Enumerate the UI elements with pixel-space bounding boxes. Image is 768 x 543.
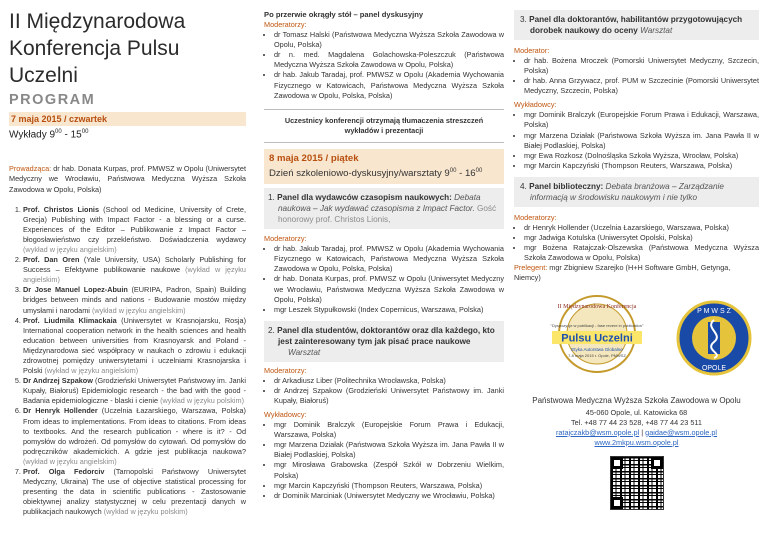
qr-code bbox=[610, 456, 664, 510]
contact-block bbox=[514, 396, 759, 510]
list-item: • dr hab. Anna Grzywacz, prof. PUM w Szczecinie (Pomorski Uniwersytet Medyczny, Szczecin, Polska) bbox=[524, 76, 759, 96]
school-logo bbox=[674, 298, 754, 378]
lecturer-name: Prof. Christos Lionis bbox=[23, 204, 100, 214]
logo2-top-text: P M W S Z bbox=[697, 307, 731, 315]
logo2-bottom-text: OPOLE bbox=[701, 364, 727, 372]
lecturer-name: Dr Henryk Hollender bbox=[23, 406, 98, 416]
lecture-text: (Uniwersytet w Krasnojarsku, Rosja) International cooperation network in the health sciences and health education between universities from Krasnoyarsk and Poland - Międzynarodowa sieć współpracy w naukach o zdrowiu i edukacji zdrowotnej pomiędzy uniwersytetami i uczelniami Krasnojarska i Polski bbox=[23, 315, 247, 376]
list-item: • mgr Dominik Bralczyk (Europejskie Forum Prawa i Edukacji, Warszawa, Polska) bbox=[524, 110, 759, 130]
day2-workshop-time: Dzień szkoleniowo-dyskusyjny/warsztaty $9^{00} - 16^{00}$ bbox=[269, 167, 483, 180]
column-right bbox=[512, 0, 768, 543]
list-item: • mgr Leszek Stypułkowski (Index Copernicus, Warszawa, Polska) bbox=[274, 305, 504, 315]
list-item: • dr hab. Donata Kurpas, prof. PMWSZ w Opolu (Uniwersytet Medyczny we Wrocławiu, Państwowa Medyczna Wyższa Szkoła Zawodowa w Opolu, Polska) bbox=[274, 274, 504, 304]
logo1-sub-text: Etyka Autorstwa Globalne bbox=[571, 346, 623, 352]
list-item: • dr Tomasz Halski (Państwowa Medyczna Wyższa Szkoła Zawodowa w Opolu, Polska) bbox=[274, 30, 504, 50]
lecture-item bbox=[23, 205, 246, 255]
lecture-item bbox=[23, 406, 246, 467]
conference-title-line2: Konferencja Pulsu Uczelni bbox=[9, 37, 180, 87]
panel3-title: 3. Panel dla doktorantów, habilitantów przygotowujących dorobek naukowy do oceny Warsztat bbox=[514, 10, 759, 40]
column-middle bbox=[264, 0, 504, 543]
logo1-main-text: Pulsu Uczelni bbox=[561, 332, 633, 344]
list-item: • mgr Jadwiga Kotulska (Uniwersytet Opolski, Polska) bbox=[524, 233, 759, 243]
list-item: • mgr Marcin Kapczyński (Thompson Reuters, Warszawa, Polska) bbox=[524, 161, 759, 171]
panel2-title: 2. Panel dla studentów, doktorantów oraz dla każdego, kto jest zainteresowany tym jak pisać prace naukowe Warsztat bbox=[264, 321, 504, 362]
list-item: • dr Arkadiusz Liber (Politechnika Wrocławska, Polska) bbox=[274, 376, 504, 386]
list-item: • mgr Ewa Rozkosz (Dolnośląska Szkoła Wyższa, Wrocław, Polska) bbox=[524, 151, 759, 161]
lecture-text: (Tarnopolski Państwowy Uniwersytet Medyczny, Ukraina) The use of objective statistical processing for presenting the data in scientific publications - Zastosowanie obiektywnej analizy statystycznej w celu prezentacji danych w publikacjach naukowych bbox=[23, 467, 246, 517]
list-item: • dr n. med. Magdalena Golachowska-Poleszczuk (Państwowa Medyczna Wyższa Szkoła Zawodowa w Opolu, Polska) bbox=[274, 50, 504, 70]
lecture-text: (School od Medicine, University of Crete, Grecja) Publishing with Impact Factor - a blessing or a curse. Experiences of the Editor – Publikowanie z Impact Factor – błogosławieństwo czy przekleństwo. Doświadczenia wydawcy bbox=[23, 204, 246, 244]
email-link-2[interactable]: gaidae@wsm.opole.pl bbox=[645, 427, 718, 437]
lecture-language-note: (wykład w języku polskim) bbox=[103, 507, 188, 517]
panel3-moderators bbox=[514, 56, 759, 96]
email-link-1[interactable]: ratajczakb@wsm.opole.pl bbox=[555, 427, 640, 437]
lecture-language-note: (wykład w języku angielskim) bbox=[23, 265, 246, 285]
program-heading: PROGRAM bbox=[9, 92, 96, 108]
list-item: • mgr Marcin Kapczyński (Thompson Reuters, Warszawa, Polska) bbox=[274, 481, 504, 491]
list-item: • mgr Mirosława Grabowska (Zespół Szkół w Dobrzeniu Wielkim, Polska) bbox=[274, 460, 504, 480]
lecturer-name: Prof. Dan Oren bbox=[23, 255, 80, 265]
logo1-top-text: II Międzynarodowa Konferencja bbox=[557, 303, 637, 310]
panel1-title: 1. Panel dla wydawców czasopism naukowych: Debata naukowa – Jak wydawać czasopisma z Impact Factor. Gość honorowy prof. Christos Lionis, bbox=[264, 188, 504, 229]
lecture-text: (Grodzieński Uniwersytet Państwowy im. Janki Kupały, Białoruś) Epidemiologic research - the bad with the good - Badania epidemiologiczne - blaski i cienie bbox=[23, 376, 247, 406]
list-item: • dr hab. Jakub Taradaj, prof. PMWSZ w Opolu (Akademia Wychowania Fizycznego w Katowicach, Państwowa Medyczna Wyższa Szkoła Zawodowa w Opolu, Polska, Polska) bbox=[274, 244, 504, 274]
panel2-lecturers-label: Wykładowcy: bbox=[264, 410, 307, 420]
day2-date: 8 maja 2015 / piątek bbox=[269, 152, 359, 164]
panel3-lecturers-label: Wykładowcy: bbox=[514, 100, 557, 110]
panel1-moderators bbox=[264, 244, 504, 315]
panel4-title: 4. Panel biblioteczny: Debata branżowa – Zarządzanie informacją w środowisku naukowym i nie tylko bbox=[514, 177, 759, 207]
lecture-language-note: (wykład w języku angielskim) bbox=[44, 366, 139, 376]
school-name: Państwowa Medyczna Wyższa Szkoła Zawodowa w Opolu bbox=[532, 395, 741, 405]
list-item: • dr Henryk Hollender (Uczelnia Łazarskiego, Warszawa, Polska) bbox=[524, 223, 759, 233]
list-item: • dr hab. Bożena Mroczek (Pomorski Uniwersytet Medyczny, Szczecin, Polska) bbox=[524, 56, 759, 76]
panel4-speaker: Prelegent: mgr Zbigniew Szarejko (H+H Software GmbH, Getynga, Niemcy) bbox=[514, 263, 731, 283]
day2-banner bbox=[264, 149, 504, 184]
conference-title-line1: II Międzynarodowa bbox=[9, 10, 186, 33]
day1-lectures-time: Wykłady $9^{00} - 15^{00}$ bbox=[9, 129, 89, 141]
roundtable-moderators bbox=[264, 30, 504, 101]
logo1-date: 7-8 maja 2015 r. Opole, PMWSZ bbox=[568, 352, 626, 358]
day1-date: 7 maja 2015 / czwartek bbox=[9, 112, 246, 126]
list-item: • mgr Bożena Ratajczak-Olszewska (Państwowa Medyczna Wyższa Szkoła Zawodowa w Opolu, Polska) bbox=[524, 243, 759, 263]
address: 45-060 Opole, ul. Katowicka 68 bbox=[585, 407, 688, 417]
lecture-item bbox=[23, 316, 246, 377]
lecture-item bbox=[23, 467, 246, 517]
lecture-language-note: (wykład w języku angielskim) bbox=[23, 244, 117, 254]
lecture-list bbox=[9, 205, 246, 518]
lecture-item bbox=[23, 255, 246, 285]
conference-logo bbox=[522, 294, 672, 386]
translation-note: Uczestnicy konferencji otrzymają tłumaczenia streszczeń wykładów i prezentacji bbox=[284, 115, 484, 135]
list-item: • dr Dominik Marciniak (Uniwersytet Medyczny we Wrocławiu, Polska) bbox=[274, 491, 504, 501]
roundtable-moderators-label: Moderatorzy: bbox=[264, 20, 307, 30]
column-left bbox=[0, 0, 256, 543]
lecture-language-note: (wykład w języku angielskim) bbox=[23, 456, 117, 466]
day1-moderator: Prowadząca: dr hab. Donata Kurpas, prof. PMWSZ w Opolu (Uniwersytet Medyczny we Wrocławiu, Państwowa Medyczna Wyższa Szkoła Zawodowa w Opolu, Polska) bbox=[9, 164, 246, 194]
lecture-text: (Uczelnia Łazarskiego, Warszawa, Polska) From ideas to implementations. From ideas to citations. From ideas to textbooks. And the research publication - where is it? - Od pomysłów do wdrożeń. Od pomysłów do cytowań. Od pomysłów do podręczników akademickich. A gdzie jest publikacja naukowa? bbox=[23, 406, 246, 456]
list-item: • dr Andrzej Szpakow (Grodzieński Uniwersytet Państwowy im. Janki Kupały, Białoruś) bbox=[274, 386, 504, 406]
lecturer-name: Prof. Liudmila Klimackaia bbox=[23, 315, 117, 325]
lecturer-name: Prof. Olga Fedorciv bbox=[23, 467, 105, 477]
emails: ratajczakb@wsm.opole.pl | gaidae@wsm.opole.pl bbox=[555, 427, 718, 437]
panel4-moderators bbox=[514, 223, 759, 263]
website-link[interactable]: www.2mkpu.wsm.opole.pl bbox=[594, 437, 679, 447]
list-item: • mgr Dominik Bralczyk (Europejskie Forum Prawa i Edukacji, Warszawa, Polska) bbox=[274, 420, 504, 440]
lecture-item bbox=[23, 376, 246, 406]
lecture-text: (EURIPA, Padron, Spain) Building bridges between minds and nations - Budowanie mostów między umysłami i narodami bbox=[23, 285, 246, 315]
lecture-language-note: (wykład w języku polskim) bbox=[160, 396, 245, 406]
panel3-lecturers bbox=[514, 110, 759, 171]
panel3-moderator-label: Moderator: bbox=[514, 46, 550, 55]
logo1-quote: "Dyspozycje w publikacji - fase revere in publication" bbox=[550, 322, 644, 328]
panel2-moderators bbox=[264, 376, 504, 406]
panel2-moderators-label: Moderatorzy: bbox=[264, 365, 307, 375]
panel1-moderators-label: Moderatorzy: bbox=[264, 234, 307, 244]
list-item: • dr hab. Jakub Taradaj, prof. PMWSZ w Opolu (Akademia Wychowania Fizycznego w Katowicach, Państwowa Medyczna Wyższa Szkoła Zawodowa w Opolu, Polska, Polska) bbox=[274, 70, 504, 100]
lecture-item bbox=[23, 285, 246, 315]
lecture-language-note: (wykład w języku angielskim) bbox=[91, 305, 186, 315]
logos bbox=[514, 294, 759, 386]
panel2-lecturers bbox=[264, 420, 504, 501]
lecturer-name: Dr Andrzej Szpakow bbox=[23, 376, 93, 386]
list-item: • mgr Marzena Działak (Państwowa Szkoła Wyższa im. Jana Pawła II w Białej Podlaskiej, Polska) bbox=[524, 131, 759, 151]
lecturer-name: Dr Jose Manuel Lopez-Abuin bbox=[23, 285, 128, 295]
lecture-text: (Yale University, USA) Scholarly Publishing for Success – Efektywne publikowanie naukowe bbox=[23, 255, 246, 275]
roundtable-title: Po przerwie okrągły stół – panel dyskusyjny bbox=[264, 10, 424, 19]
phone: Tel. +48 77 44 23 528, +48 77 44 23 511 bbox=[571, 417, 702, 427]
panel4-moderators-label: Moderatorzy: bbox=[514, 212, 557, 222]
list-item: • mgr Marzena Działak (Państwowa Szkoła Wyższa im. Jana Pawła II w Białej Podlaskiej, Polska) bbox=[274, 440, 504, 460]
